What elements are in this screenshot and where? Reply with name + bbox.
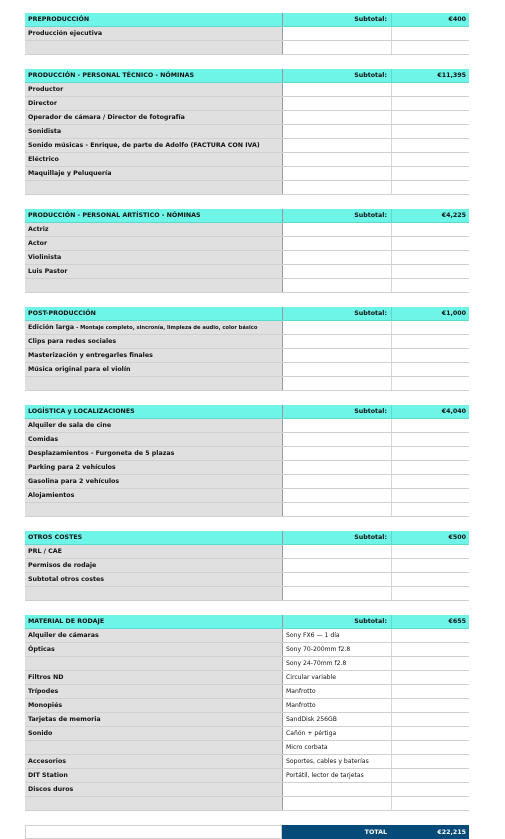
item-amount-cell[interactable] xyxy=(391,699,469,712)
item-label: Trípodes xyxy=(28,688,59,695)
item-detail-cell[interactable]: Manfrotto xyxy=(282,699,391,712)
item-detail-cell[interactable] xyxy=(282,237,391,250)
budget-row xyxy=(25,237,469,251)
item-label-cell[interactable] xyxy=(25,489,282,502)
subtotal-value[interactable]: €655 xyxy=(391,615,469,628)
item-label: Violinista xyxy=(28,254,62,261)
item-label: Edición larga xyxy=(28,324,75,331)
section-title[interactable]: LOGÍSTICA y LOCALIZACIONES xyxy=(28,408,135,415)
item-detail-cell[interactable] xyxy=(282,111,391,124)
item-label-cell[interactable] xyxy=(25,769,282,782)
subtotal-label: Subtotal: xyxy=(282,209,391,222)
budget-row xyxy=(25,475,469,489)
item-label-cell[interactable] xyxy=(25,797,282,810)
item-detail-cell[interactable] xyxy=(282,27,391,40)
item-amount-cell[interactable] xyxy=(391,41,469,54)
budget-row xyxy=(25,503,469,517)
item-label: Sonido xyxy=(28,730,53,737)
item-detail-cell[interactable] xyxy=(282,475,391,488)
item-label: Discos duros xyxy=(28,786,74,793)
item-label: Ópticas xyxy=(28,646,55,653)
item-detail-cell[interactable] xyxy=(282,377,391,390)
section-header xyxy=(25,615,469,629)
budget-row xyxy=(25,545,469,559)
item-detail-cell[interactable] xyxy=(282,559,391,572)
item-label-cell[interactable] xyxy=(25,727,282,740)
item-label: Alojamientos xyxy=(28,492,75,499)
item-amount-cell[interactable] xyxy=(391,139,469,152)
budget-row xyxy=(25,279,469,293)
item-label: Clips para redes sociales xyxy=(28,338,117,345)
item-amount-cell[interactable] xyxy=(391,503,469,516)
section-spacer xyxy=(25,517,469,531)
section-title[interactable]: OTROS COSTES xyxy=(28,534,83,541)
section-spacer xyxy=(25,55,469,69)
item-detail-cell[interactable] xyxy=(282,321,391,334)
item-amount-cell[interactable] xyxy=(391,713,469,726)
item-amount-cell[interactable] xyxy=(391,83,469,96)
section-spacer xyxy=(25,391,469,405)
item-label: Actor xyxy=(28,240,48,247)
item-detail-cell[interactable] xyxy=(282,503,391,516)
section-header xyxy=(25,405,469,419)
item-amount-cell[interactable] xyxy=(391,727,469,740)
budget-row xyxy=(25,713,469,727)
item-label: Subtotal otros costes xyxy=(28,576,105,583)
budget-row xyxy=(25,741,469,755)
budget-row xyxy=(25,111,469,125)
item-detail-cell[interactable] xyxy=(282,489,391,502)
item-label-cell[interactable] xyxy=(25,41,282,54)
item-amount-cell[interactable] xyxy=(391,363,469,376)
item-detail-cell[interactable] xyxy=(282,279,391,292)
item-label-cell[interactable] xyxy=(25,475,282,488)
budget-row xyxy=(25,671,469,685)
item-label: Tarjetas de memoria xyxy=(28,716,101,723)
item-detail-cell[interactable] xyxy=(282,573,391,586)
item-detail-cell[interactable]: Sony FX6 — 1 día xyxy=(282,629,391,642)
item-detail-cell[interactable]: Sony 24-70mm f2.8 xyxy=(282,657,391,670)
item-detail-cell[interactable] xyxy=(282,783,391,796)
item-label-cell[interactable] xyxy=(25,237,282,250)
item-label-cell[interactable] xyxy=(25,377,282,390)
item-amount-cell[interactable] xyxy=(391,461,469,474)
item-amount-cell[interactable] xyxy=(391,797,469,810)
item-detail-cell[interactable] xyxy=(282,545,391,558)
budget-row xyxy=(25,335,469,349)
item-label-cell[interactable] xyxy=(25,573,282,586)
item-amount-cell[interactable] xyxy=(391,447,469,460)
budget-row xyxy=(25,699,469,713)
item-label-cell[interactable] xyxy=(25,97,282,110)
item-label: Actriz xyxy=(28,226,49,233)
item-label-cell[interactable] xyxy=(25,713,282,726)
item-amount-cell[interactable] xyxy=(391,741,469,754)
item-detail-cell[interactable] xyxy=(282,447,391,460)
item-label-cell[interactable] xyxy=(25,363,282,376)
item-label: Filtros ND xyxy=(28,674,64,681)
item-amount-cell[interactable] xyxy=(391,167,469,180)
section-spacer xyxy=(25,811,469,825)
budget-row xyxy=(25,559,469,573)
item-label-cell[interactable] xyxy=(25,83,282,96)
item-label-cell[interactable] xyxy=(25,433,282,446)
item-label-cell[interactable] xyxy=(25,167,282,180)
item-detail-cell[interactable] xyxy=(282,251,391,264)
item-detail-cell[interactable] xyxy=(282,265,391,278)
item-amount-cell[interactable] xyxy=(391,419,469,432)
budget-row xyxy=(25,685,469,699)
item-amount-cell[interactable] xyxy=(391,335,469,348)
item-amount-cell[interactable] xyxy=(391,377,469,390)
item-detail-cell[interactable] xyxy=(282,153,391,166)
total-value[interactable]: €22,215 xyxy=(391,825,469,839)
item-label: Operador de cámara / Director de fotografía xyxy=(28,114,185,121)
item-detail-cell[interactable] xyxy=(282,419,391,432)
subtotal-value[interactable]: €4,225 xyxy=(391,209,469,222)
item-amount-cell[interactable] xyxy=(391,223,469,236)
item-label: PRL / CAE xyxy=(28,548,62,555)
item-label-cell[interactable] xyxy=(25,27,282,40)
budget-row xyxy=(25,433,469,447)
section-title[interactable]: PREPRODUCCIÓN xyxy=(28,16,90,23)
item-amount-cell[interactable] xyxy=(391,433,469,446)
budget-row xyxy=(25,657,469,671)
budget-row xyxy=(25,769,469,783)
item-detail-cell[interactable] xyxy=(282,139,391,152)
item-label-cell[interactable] xyxy=(25,419,282,432)
item-label: Desplazamientos - Furgoneta de 5 plazas xyxy=(28,450,175,457)
item-detail-cell[interactable] xyxy=(282,587,391,600)
total-empty-cell[interactable] xyxy=(25,825,282,839)
subtotal-value[interactable]: €4,040 xyxy=(391,405,469,418)
subtotal-value[interactable]: €1,000 xyxy=(391,307,469,320)
item-amount-cell[interactable] xyxy=(391,559,469,572)
item-amount-cell[interactable] xyxy=(391,545,469,558)
section-spacer xyxy=(25,601,469,615)
item-label-cell[interactable] xyxy=(25,139,282,152)
budget-row xyxy=(25,181,469,195)
item-label: Parking para 2 vehículos xyxy=(28,464,116,471)
item-detail-cell[interactable] xyxy=(282,335,391,348)
subtotal-label: Subtotal: xyxy=(282,13,391,26)
budget-row xyxy=(25,97,469,111)
item-amount-cell[interactable] xyxy=(391,629,469,642)
subtotal-label: Subtotal: xyxy=(282,531,391,544)
item-amount-cell[interactable] xyxy=(391,97,469,110)
item-detail-cell[interactable]: Circular variable xyxy=(282,671,391,684)
item-detail-cell[interactable] xyxy=(282,461,391,474)
budget-row xyxy=(25,783,469,797)
budget-row xyxy=(25,83,469,97)
item-label-cell[interactable] xyxy=(25,643,282,656)
budget-row xyxy=(25,321,469,335)
total-row xyxy=(25,825,469,839)
item-label-cell[interactable] xyxy=(25,181,282,194)
item-detail-cell[interactable] xyxy=(282,41,391,54)
item-label-cell[interactable] xyxy=(25,559,282,572)
item-label-cell[interactable] xyxy=(25,111,282,124)
item-detail-cell[interactable]: Portátil, lector de tarjetas xyxy=(282,769,391,782)
item-detail-cell[interactable]: Sony 70-200mm f2.8 xyxy=(282,643,391,656)
item-detail-cell[interactable]: Cañón + pértiga xyxy=(282,727,391,740)
budget-row xyxy=(25,27,469,41)
budget-row xyxy=(25,629,469,643)
total-label: TOTAL xyxy=(282,825,391,839)
item-label-cell[interactable] xyxy=(25,657,282,670)
item-label: Gasolina para 2 vehículos xyxy=(28,478,120,485)
section-header xyxy=(25,69,469,83)
item-amount-cell[interactable] xyxy=(391,27,469,40)
item-label-cell[interactable] xyxy=(25,699,282,712)
item-amount-cell[interactable] xyxy=(391,643,469,656)
item-label-cell[interactable] xyxy=(25,503,282,516)
item-label-cell[interactable] xyxy=(25,461,282,474)
item-amount-cell[interactable] xyxy=(391,125,469,138)
item-detail-cell[interactable] xyxy=(282,97,391,110)
section-title[interactable]: PRODUCCIÓN - PERSONAL TÉCNICO - NÓMINAS xyxy=(28,72,195,79)
item-amount-cell[interactable] xyxy=(391,671,469,684)
item-detail-cell[interactable]: SandDisk 256GB xyxy=(282,713,391,726)
item-amount-cell[interactable] xyxy=(391,251,469,264)
item-label: Maquillaje y Peluquería xyxy=(28,170,112,177)
subtotal-value[interactable]: €500 xyxy=(391,531,469,544)
item-label-cell[interactable] xyxy=(25,321,282,334)
item-label-cell[interactable] xyxy=(25,783,282,796)
item-amount-cell[interactable] xyxy=(391,111,469,124)
item-detail-cell[interactable]: Soportes, cables y baterías xyxy=(282,755,391,768)
item-label: Producción ejecutiva xyxy=(28,30,103,37)
section-header xyxy=(25,531,469,545)
item-label: Música original para el violín xyxy=(28,366,131,373)
item-detail-cell[interactable] xyxy=(282,83,391,96)
subtotal-label: Subtotal: xyxy=(282,69,391,82)
item-label: Permisos de rodaje xyxy=(28,562,97,569)
item-detail-cell[interactable] xyxy=(282,223,391,236)
subtotal-label: Subtotal: xyxy=(282,307,391,320)
item-label-cell[interactable] xyxy=(25,545,282,558)
item-label-cell[interactable] xyxy=(25,279,282,292)
item-label-cell[interactable] xyxy=(25,251,282,264)
item-label: Comidas xyxy=(28,436,59,443)
item-amount-cell[interactable] xyxy=(391,573,469,586)
budget-row xyxy=(25,573,469,587)
item-label-cell[interactable] xyxy=(25,447,282,460)
budget-row xyxy=(25,419,469,433)
item-amount-cell[interactable] xyxy=(391,587,469,600)
item-detail-cell[interactable]: Manfrotto xyxy=(282,685,391,698)
item-amount-cell[interactable] xyxy=(391,685,469,698)
budget-row xyxy=(25,125,469,139)
budget-row xyxy=(25,755,469,769)
item-label: Director xyxy=(28,100,57,107)
budget-row xyxy=(25,167,469,181)
subtotal-value[interactable]: €400 xyxy=(391,13,469,26)
item-label: Productor xyxy=(28,86,64,93)
item-amount-cell[interactable] xyxy=(391,265,469,278)
item-label: Sonido músicas - Enrique, de parte de Adolfo (FACTURA CON IVA) xyxy=(28,142,260,149)
item-amount-cell[interactable] xyxy=(391,769,469,782)
section-header xyxy=(25,209,469,223)
item-label: DIT Station xyxy=(28,772,68,779)
budget-row xyxy=(25,153,469,167)
budget-row xyxy=(25,251,469,265)
item-label-cell[interactable] xyxy=(25,741,282,754)
item-label: Accesorios xyxy=(28,758,67,765)
section-title[interactable]: MATERIAL DE RODAJE xyxy=(28,618,105,625)
item-detail-cell[interactable] xyxy=(282,433,391,446)
subtotal-label: Subtotal: xyxy=(282,615,391,628)
item-label-cell[interactable] xyxy=(25,223,282,236)
budget-row xyxy=(25,587,469,601)
item-label: Masterización y entregarles finales xyxy=(28,352,153,359)
item-amount-cell[interactable] xyxy=(391,181,469,194)
budget-row xyxy=(25,363,469,377)
item-amount-cell[interactable] xyxy=(391,279,469,292)
item-label-cell[interactable] xyxy=(25,671,282,684)
budget-sheet xyxy=(25,13,469,839)
item-detail-cell[interactable] xyxy=(282,167,391,180)
budget-row xyxy=(25,377,469,391)
item-label-cell[interactable] xyxy=(25,685,282,698)
item-label-cell[interactable] xyxy=(25,629,282,642)
item-amount-cell[interactable] xyxy=(391,321,469,334)
item-label: Eléctrico xyxy=(28,156,59,163)
section-title[interactable]: PRODUCCIÓN - PERSONAL ARTÍSTICO - NÓMINAS xyxy=(28,212,201,219)
item-label: Sonidista xyxy=(28,128,62,135)
item-label: Alquiler de sala de cine xyxy=(28,422,112,429)
item-label-cell[interactable] xyxy=(25,349,282,362)
item-note: - Montaje completo, sincronía, limpieza de audio, color básico xyxy=(76,324,258,331)
item-label-cell[interactable] xyxy=(25,265,282,278)
budget-row xyxy=(25,41,469,55)
item-label-cell[interactable] xyxy=(25,125,282,138)
item-label-cell[interactable] xyxy=(25,587,282,600)
item-detail-cell[interactable] xyxy=(282,181,391,194)
item-amount-cell[interactable] xyxy=(391,153,469,166)
item-detail-cell[interactable] xyxy=(282,797,391,810)
section-header xyxy=(25,13,469,27)
item-amount-cell[interactable] xyxy=(391,237,469,250)
section-header xyxy=(25,307,469,321)
section-spacer xyxy=(25,195,469,209)
item-label: Alquiler de cámaras xyxy=(28,632,99,639)
item-detail-cell[interactable] xyxy=(282,125,391,138)
budget-row xyxy=(25,223,469,237)
budget-row xyxy=(25,461,469,475)
item-amount-cell[interactable] xyxy=(391,349,469,362)
budget-row xyxy=(25,727,469,741)
budget-row xyxy=(25,265,469,279)
budget-row xyxy=(25,349,469,363)
item-detail-cell[interactable] xyxy=(282,349,391,362)
section-title[interactable]: POST-PRODUCCIÓN xyxy=(28,310,96,317)
subtotal-value[interactable]: €11,395 xyxy=(391,69,469,82)
item-label: Monopiés xyxy=(28,702,63,709)
item-amount-cell[interactable] xyxy=(391,657,469,670)
item-amount-cell[interactable] xyxy=(391,489,469,502)
item-amount-cell[interactable] xyxy=(391,475,469,488)
item-detail-cell[interactable]: Micro corbata xyxy=(282,741,391,754)
section-spacer xyxy=(25,293,469,307)
budget-row xyxy=(25,797,469,811)
budget-row xyxy=(25,447,469,461)
item-amount-cell[interactable] xyxy=(391,783,469,796)
item-label-cell[interactable] xyxy=(25,153,282,166)
budget-row xyxy=(25,489,469,503)
budget-row xyxy=(25,139,469,153)
subtotal-label: Subtotal: xyxy=(282,405,391,418)
budget-row xyxy=(25,643,469,657)
item-label-cell[interactable] xyxy=(25,335,282,348)
item-detail-cell[interactable] xyxy=(282,363,391,376)
item-label: Luis Pastor xyxy=(28,268,68,275)
